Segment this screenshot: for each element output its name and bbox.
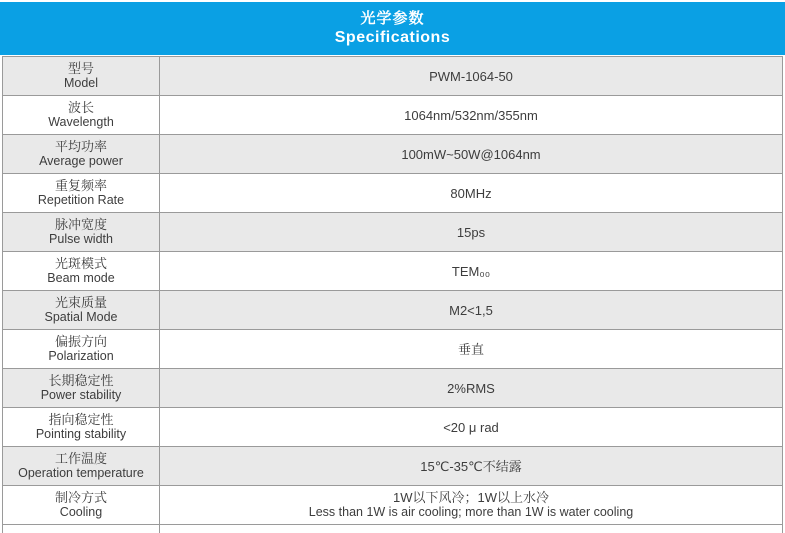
table-row xyxy=(3,369,782,408)
row-value: 100mW~50W@1064nm xyxy=(401,146,541,162)
table-title-en: Specifications xyxy=(334,28,451,46)
row-label-zh: 光束质量 xyxy=(54,295,107,310)
row-label-en: Cooling xyxy=(59,505,103,519)
table-title-zh: 光学参数 xyxy=(360,9,425,27)
row-value-cell xyxy=(160,291,782,329)
row-label-en: Repetition Rate xyxy=(37,193,125,207)
row-label-cell xyxy=(3,369,160,407)
row-label-zh: 偏振方向 xyxy=(54,334,107,349)
row-label-zh: 工作温度 xyxy=(54,451,107,466)
row-value-cell xyxy=(160,135,782,173)
row-label-en: Average power xyxy=(39,154,123,168)
row-value: 1064nm/532nm/355nm xyxy=(404,107,538,123)
row-value: 1W以下风冷；1W以上水冷 xyxy=(392,490,549,505)
row-label-zh: 光斑模式 xyxy=(54,256,107,271)
row-label-zh: 波长 xyxy=(67,100,94,115)
row-label-cell xyxy=(3,486,160,524)
row-label-en: Pulse width xyxy=(49,232,113,246)
row-label-en: Pointing stability xyxy=(35,427,127,441)
row-value-cell xyxy=(160,96,782,134)
row-label-cell xyxy=(3,447,160,485)
row-value: 垂直 xyxy=(457,341,484,357)
row-label-en: Spatial Mode xyxy=(44,310,118,324)
row-value-cell xyxy=(160,408,782,446)
table-row xyxy=(3,447,782,486)
row-value-cell xyxy=(160,174,782,212)
row-label-cell xyxy=(3,213,160,251)
table-row xyxy=(3,57,782,96)
row-label-cell xyxy=(3,408,160,446)
table-row xyxy=(3,252,782,291)
row-label-cell xyxy=(3,174,160,212)
row-label-en: Power stability xyxy=(40,388,122,402)
row-value-secondary: Less than 1W is air cooling; more than 1W is water cooling xyxy=(308,505,634,519)
row-value-cell xyxy=(160,330,782,368)
row-value-cell xyxy=(160,369,782,407)
row-label-zh: 制冷方式 xyxy=(54,490,107,505)
row-value-cell xyxy=(160,447,782,485)
row-label-zh: 重复频率 xyxy=(54,178,107,193)
table-row xyxy=(3,486,782,525)
row-label-zh: 型号 xyxy=(67,61,94,76)
table-header xyxy=(0,2,785,55)
row-value: 80MHz xyxy=(450,185,492,201)
table-row xyxy=(3,135,782,174)
row-value: 2%RMS xyxy=(447,380,495,396)
row-value: PWM-1064-50 xyxy=(429,68,513,84)
row-value: TEM₀₀ xyxy=(451,263,491,279)
spec-table-body xyxy=(3,57,782,525)
row-label-en: Operation temperature xyxy=(18,466,144,480)
cutoff-partial-row xyxy=(3,525,782,533)
table-row xyxy=(3,330,782,369)
row-value-cell xyxy=(160,486,782,524)
row-label-zh: 脉冲宽度 xyxy=(54,217,107,232)
cutoff-partial-label-cell xyxy=(3,525,160,533)
table-row xyxy=(3,213,782,252)
row-label-cell xyxy=(3,330,160,368)
table-row xyxy=(3,96,782,135)
row-value-cell xyxy=(160,252,782,290)
row-value: M2<1,5 xyxy=(449,302,493,318)
row-label-cell xyxy=(3,291,160,329)
row-label-en: Model xyxy=(63,76,99,90)
row-value: 15℃-35℃不结露 xyxy=(420,458,522,474)
row-value-cell xyxy=(160,57,782,95)
row-value: <20 μ rad xyxy=(443,419,499,435)
table-row xyxy=(3,174,782,213)
row-label-en: Wavelength xyxy=(48,115,114,129)
row-label-en: Beam mode xyxy=(47,271,115,285)
row-value: 15ps xyxy=(456,224,486,240)
row-label-cell xyxy=(3,135,160,173)
row-label-zh: 平均功率 xyxy=(54,139,107,154)
spec-table xyxy=(2,56,783,533)
row-label-cell xyxy=(3,96,160,134)
row-label-zh: 指向稳定性 xyxy=(48,412,114,427)
row-label-en: Polarization xyxy=(48,349,114,363)
table-row xyxy=(3,408,782,447)
row-label-cell xyxy=(3,57,160,95)
row-value-cell xyxy=(160,213,782,251)
row-label-zh: 长期稳定性 xyxy=(48,373,114,388)
table-row xyxy=(3,291,782,330)
row-label-cell xyxy=(3,252,160,290)
